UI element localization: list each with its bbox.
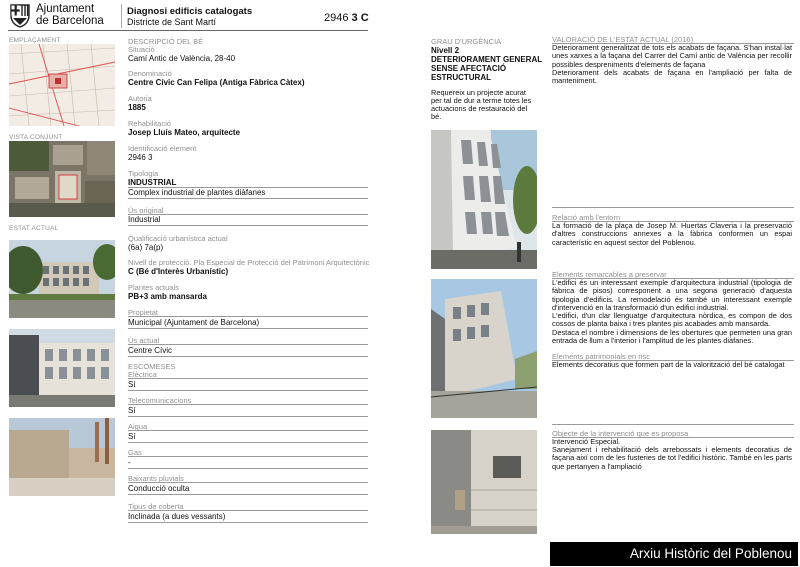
us-actual-rule-2 <box>128 356 368 357</box>
page-subtitle: Districte de Sant Martí <box>127 17 217 27</box>
denominacio-value: Centre Cívic Can Felipa (Antiga Fàbrica Càtex) <box>128 78 305 87</box>
electrica-label: Elèctrica <box>128 370 157 379</box>
gas-value: - <box>128 458 131 467</box>
urgency-note-2: per tal de dur a terme totes les <box>431 96 532 105</box>
intervencio-text-1: Intervenció Especial. <box>552 437 621 446</box>
element-code-number: 2946 <box>324 12 349 24</box>
autoria-value: 1885 <box>128 103 146 112</box>
archive-watermark <box>550 542 798 566</box>
qualificacio-label: Qualificació urbanística actual <box>128 234 228 243</box>
element-code-suffix: 3 C <box>351 12 369 24</box>
plantes-value: PB+3 amb mansarda <box>128 292 207 301</box>
identificacio-value: 2946 3 <box>128 153 153 162</box>
facade-photo-2 <box>431 279 537 418</box>
coberta-label: Tipus de coberta <box>128 502 184 511</box>
us-actual-label: Ús actual <box>128 336 160 345</box>
us-actual-value: Centre Cívic <box>128 346 173 355</box>
relacio-title: Relació amb l'entorn <box>552 213 621 222</box>
gas-label: Gas <box>128 448 142 457</box>
location-map <box>9 44 115 126</box>
page-title: Diagnosi edificis catalogats <box>127 6 253 17</box>
aigua-label: Aigua <box>128 422 148 431</box>
logo-text-2: de Barcelona <box>36 15 104 27</box>
telecom-value: Sí <box>128 406 136 415</box>
remarcables-text-2: L'edifici, d'un clar llenguatge d'arquitectura nòrdica, es compon de dos cossos de planta baixa i tres plantes pis acabades amb mansarda. <box>552 311 792 329</box>
remarcables-text-3: Destaca el nombre i dimensions de les obertures que permeten una gran entrada de llum a l'interior i l'amplitud de les plantes diàfanes. <box>552 328 792 346</box>
situacio-label: Situació <box>128 45 155 54</box>
denominacio-label: Denominació <box>128 69 172 78</box>
valoracio-text-2: Deteriorament dels acabats de façana en l'ampliació per falta de manteniment. <box>552 68 792 86</box>
aigua-rule-2 <box>128 442 368 443</box>
emplacament-label: EMPLAÇAMENT <box>9 37 61 44</box>
gas-rule-1 <box>128 456 368 457</box>
description-section-title: DESCRIPCIÓ DEL BÉ <box>128 37 204 46</box>
propietat-value: Municipal (Ajuntament de Barcelona) <box>128 318 260 327</box>
identificacio-label: Identificació element <box>128 144 197 153</box>
element-code <box>324 12 369 24</box>
urgency-label: GRAU D'URGÈNCIA <box>431 37 502 46</box>
propietat-rule-1 <box>128 316 368 317</box>
remarcables-text-1: L'edifici és un interessant exemple d'arquitectura industrial (tipologia de fàbrica de pisos) corresponent a una segona generació d'aquesta tipologia d'edificis. La remodelació és també un interessant exemple d'intervenció en la transformació d'un edifici industrial. <box>552 278 792 312</box>
aigua-rule-1 <box>128 430 368 431</box>
relacio-text: La formació de la plaça de Josep M. Huertas Claveria i la preservació d'altres construccions annexes a la fàbrica conformen un espai característic en aquest sector del Poblenou. <box>552 221 792 247</box>
urgency-note-1: Requereix un projecte acurat <box>431 88 526 97</box>
valoracio-text-1: Deteriorament generalitzat de tots els acabats de façana. S'han instal·lat unes xarxes a la façana del Carrer del Camí antic de València per recollir possibles despreniments d'elements de façana <box>552 43 792 69</box>
tipologia-value-1: INDUSTRIAL <box>128 178 177 187</box>
valoracio-title: VALORACIÓ DE L'ESTAT ACTUAL (2016) <box>552 35 694 44</box>
rehabilitacio-value: Josep Lluís Mateo, arquitecte <box>128 128 241 137</box>
state-photo-1 <box>9 240 115 318</box>
baixants-label: Baixants pluvials <box>128 474 184 483</box>
coberta-value: Inclinada (a dues vessants) <box>128 512 226 521</box>
baixants-rule-1 <box>128 482 368 483</box>
logo-text-1: Ajuntament <box>36 3 95 15</box>
urgency-line-1: DETERIORAMENT GENERAL <box>431 55 543 64</box>
relacio-top-rule <box>552 207 794 208</box>
baixants-rule-2 <box>128 494 368 495</box>
intervencio-text-2: Sanejament i rehabilitació dels arrebossats i elements decoratius de façana així com de les fusteries de tot l'edifici històric. També en les parts que pertanyen a l'ampliació <box>552 445 792 471</box>
state-photo-3 <box>9 418 115 496</box>
header-rule <box>8 30 368 31</box>
facade-photo-3 <box>431 430 537 534</box>
us-original-value: Industrial <box>128 215 161 224</box>
proteccio-value: C (Bé d'Interès Urbanístic) <box>128 267 229 276</box>
urgency-line-3: ESTRUCTURAL <box>431 73 491 82</box>
tipologia-rule-2 <box>128 198 368 199</box>
us-original-rule-1 <box>128 214 368 215</box>
logo <box>8 3 118 29</box>
patrimonials-text: Elements decoratius que formen part de la valorització del bé catalogat <box>552 360 785 369</box>
plantes-label: Plantes actuals <box>128 283 179 292</box>
situacio-value: Camí Antic de València, 28-40 <box>128 54 236 63</box>
us-original-rule-2 <box>128 225 368 226</box>
urgency-note-3: actuacions de restauració del <box>431 104 528 113</box>
aigua-value: Sí <box>128 432 136 441</box>
tipologia-value-2: Complex industrial de plantes diàfanes <box>128 188 266 197</box>
tipologia-label: Tipologia <box>128 169 159 178</box>
archive-watermark-text: Arxiu Històric del Poblenou <box>629 546 792 561</box>
autoria-label: Autoria <box>128 94 152 103</box>
electrica-rule-2 <box>128 390 368 391</box>
gas-rule-2 <box>128 468 368 469</box>
telecom-rule-1 <box>128 404 368 405</box>
urgency-note-4: bé. <box>431 112 442 121</box>
us-original-label: Ús original <box>128 206 164 215</box>
city-shield-icon <box>10 4 30 28</box>
telecom-label: Telecomunicacions <box>128 396 192 405</box>
intervencio-top-rule <box>552 424 794 425</box>
qualificacio-value: (6a) 7a(p) <box>128 243 164 252</box>
coberta-rule-2 <box>128 522 368 523</box>
telecom-rule-2 <box>128 416 368 417</box>
us-actual-rule-1 <box>128 344 368 345</box>
proteccio-label: Nivell de protecció. Pla Especial de Protecció del Patrimoni Arquitectònic <box>128 258 370 267</box>
header-divider <box>121 4 122 28</box>
rehabilitacio-label: Rehabilitació <box>128 119 171 128</box>
estat-actual-label: ESTAT ACTUAL <box>9 225 59 232</box>
escomeses-label: ESCOMESES <box>128 362 176 371</box>
propietat-label: Propietat <box>128 308 159 317</box>
urgency-level: Nivell 2 <box>431 46 460 55</box>
aerial-view-photo <box>9 141 115 217</box>
coberta-rule-1 <box>128 510 368 511</box>
electrica-value: Sí <box>128 380 136 389</box>
vista-conjunt-label: VISTA CONJUNT <box>9 134 63 141</box>
urgency-line-2: SENSE AFECTACIÓ <box>431 64 507 73</box>
intervencio-title: Objecte de la intervenció que es proposa <box>552 429 689 438</box>
facade-photo-1 <box>431 130 537 269</box>
remarcables-title: Elements remarcables a preservar <box>552 270 667 279</box>
state-photo-2 <box>9 329 115 407</box>
baixants-value: Conducció oculta <box>128 484 190 493</box>
electrica-rule-1 <box>128 378 368 379</box>
patrimonials-title: Elements patrimonials en risc <box>552 352 650 361</box>
propietat-rule-2 <box>128 328 368 329</box>
